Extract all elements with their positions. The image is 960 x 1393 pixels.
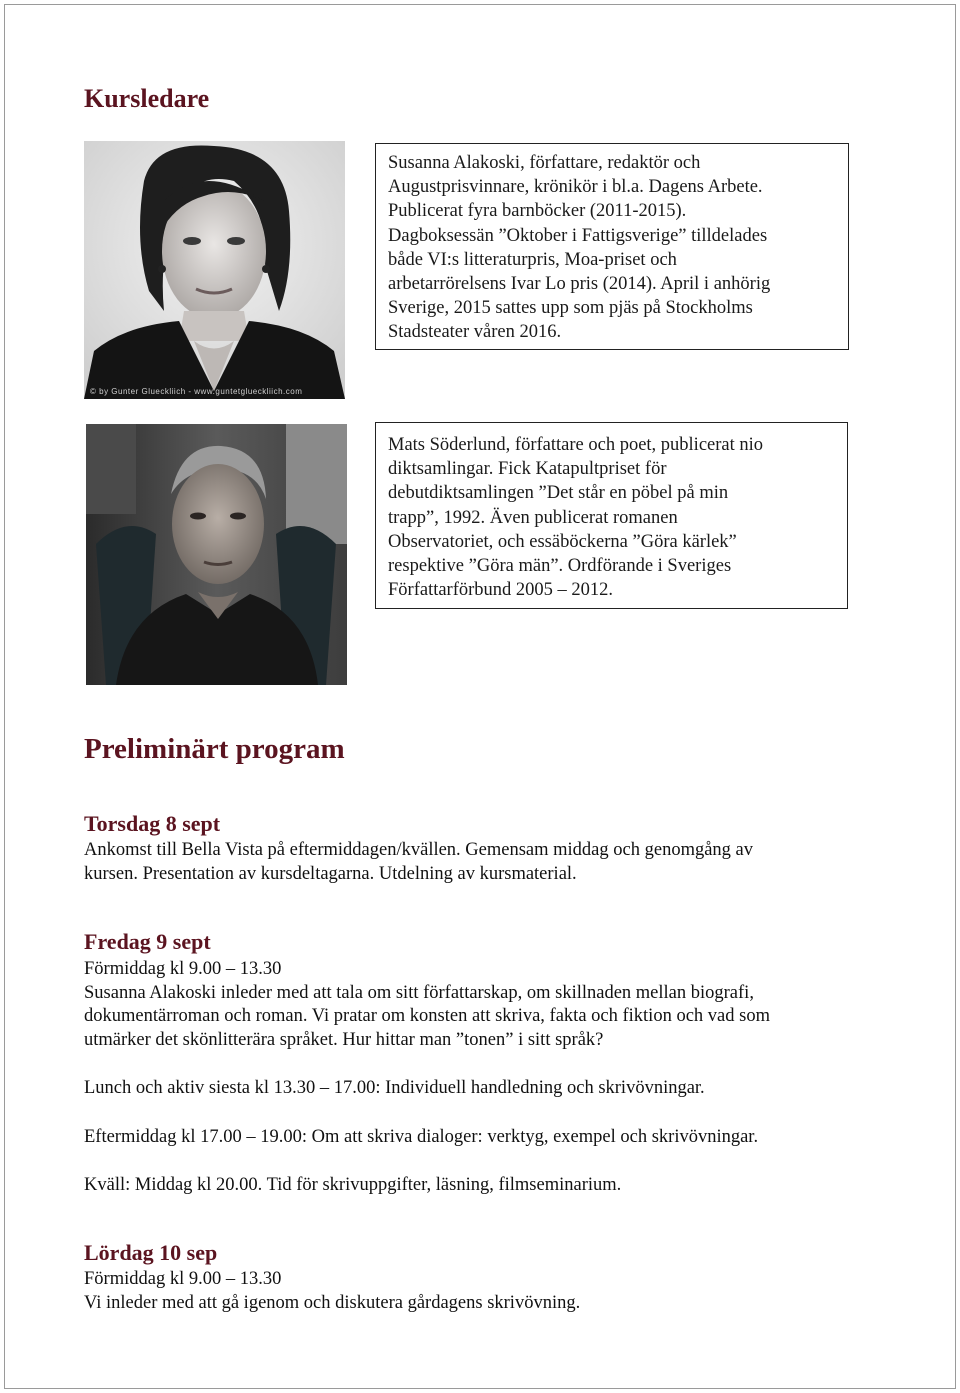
- program-line: Förmiddag kl 9.00 – 13.30: [84, 1269, 282, 1289]
- program-paragraph: [84, 958, 770, 1052]
- program-line: Lunch och aktiv siesta kl 13.30 – 17.00: Individuell handledning och skrivövningar.: [84, 1078, 705, 1098]
- program-line: utmärker det skönlitterära språket. Hur hittar man ”tonen” i sitt språk?: [84, 1029, 604, 1050]
- bio-line: debutdiktsamlingen ”Det står en pöbel på min: [388, 483, 729, 504]
- bio-line: Stadsteater våren 2016.: [388, 322, 562, 343]
- section-heading-program: Preliminärt program: [84, 733, 345, 765]
- program-line: Eftermiddag kl 17.00 – 19.00: Om att skriva dialoger: verktyg, exempel och skrivövningar.: [84, 1127, 759, 1147]
- bio-box-mats: [375, 422, 848, 609]
- program-line: Susanna Alakoski inleder med att tala om sitt författarskap, om skillnaden mellan biografi,: [84, 982, 754, 1003]
- bio-line: Observatoriet, och essäböckerna ”Göra kärlek”: [388, 531, 737, 552]
- bio-line: arbetarrörelsens Ivar Lo pris (2014). April i anhörig: [388, 274, 771, 295]
- program-line: Vi inleder med att gå igenom och diskutera gårdagens skrivövning.: [84, 1292, 581, 1313]
- bio-line: trapp”, 1992. Även publicerat romanen: [388, 507, 678, 528]
- day-heading-fredag: Fredag 9 sept: [84, 929, 211, 954]
- bio-line: respektive ”Göra män”. Ordförande i Sveriges: [388, 556, 732, 577]
- section-heading-kursledare: Kursledare: [84, 84, 210, 113]
- program-paragraph: [84, 1268, 580, 1315]
- portrait-photo-susanna: [84, 141, 345, 399]
- portrait-photo-mats: [86, 424, 347, 685]
- program-line: Förmiddag kl 9.00 – 13.30: [84, 959, 282, 979]
- program-paragraph: [84, 1126, 758, 1150]
- bio-line: Författarförbund 2005 – 2012.: [388, 580, 614, 601]
- bio-line: diktsamlingar. Fick Katapultpriset för: [388, 459, 667, 480]
- bio-line: Dagboksessän ”Oktober i Fattigsverige” tilldelades: [388, 225, 768, 246]
- bio-line: Sverige, 2015 sattes upp som pjäs på Stockholms: [388, 298, 753, 319]
- program-line: Kväll: Middag kl 20.00. Tid för skrivuppgifter, läsning, filmseminarium.: [84, 1175, 622, 1195]
- program-line: Ankomst till Bella Vista på eftermiddagen/kvällen. Gemensam middag och genomgång av: [84, 840, 754, 860]
- day-heading-torsdag: Torsdag 8 sept: [84, 811, 221, 836]
- photo-credit: © by Gunter Glueckliich - www.guntetglueckliich.com: [90, 387, 303, 396]
- program-line: kursen. Presentation av kursdeltagarna. Utdelning av kursmaterial.: [84, 863, 577, 884]
- bio-line: Susanna Alakoski, författare, redaktör och: [388, 153, 701, 173]
- program-paragraph: [84, 839, 753, 886]
- bio-line: både VI:s litteraturpris, Moa-priset och: [388, 249, 677, 270]
- bio-box-susanna: [375, 143, 849, 350]
- program-paragraph: [84, 1174, 621, 1198]
- bio-line: Augustprisvinnare, krönikör i bl.a. Dagens Arbete.: [388, 177, 763, 198]
- bio-line: Publicerat fyra barnböcker (2011-2015).: [388, 201, 687, 222]
- bio-line: Mats Söderlund, författare och poet, publicerat nio: [388, 435, 764, 455]
- program-paragraph: [84, 1077, 705, 1101]
- program-line: dokumentärroman och roman. Vi pratar om konsten att skriva, fakta och fiktion och vad som: [84, 1006, 770, 1026]
- day-heading-lordag: Lördag 10 sep: [84, 1240, 218, 1265]
